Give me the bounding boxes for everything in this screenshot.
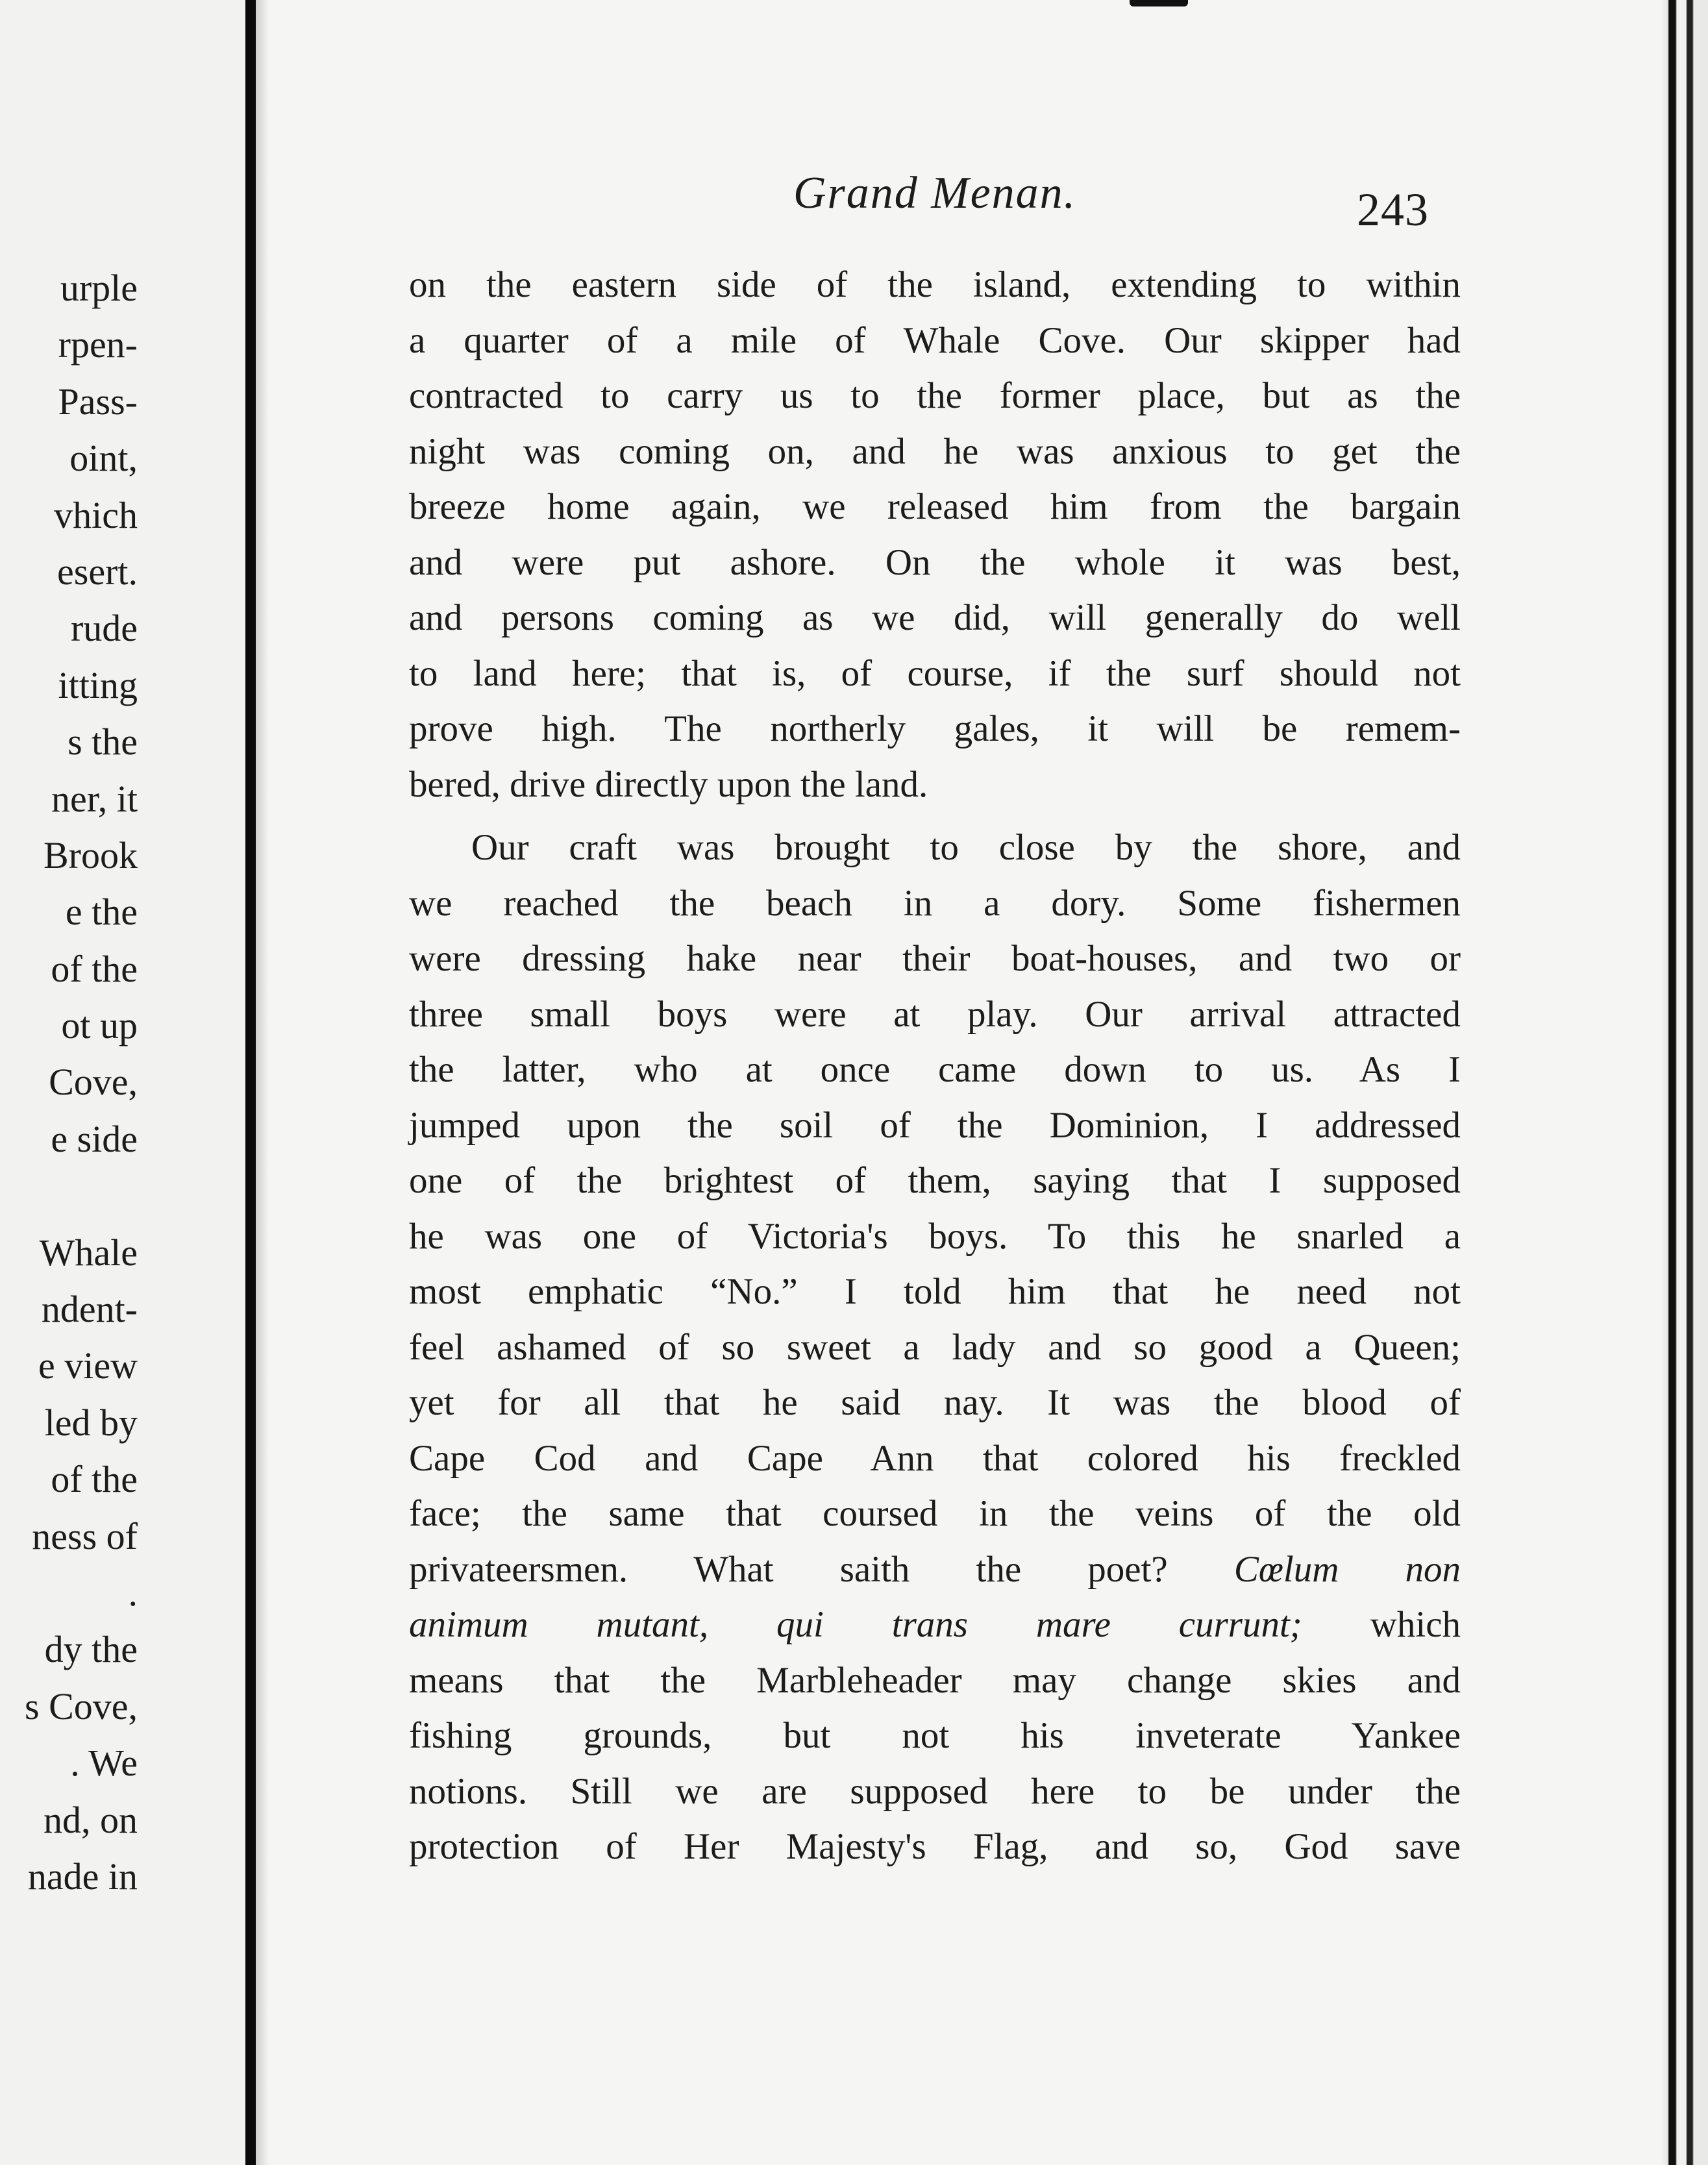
running-title: Grand Menan. bbox=[793, 168, 1077, 218]
left-page-fragment: ot up bbox=[61, 1004, 138, 1047]
left-page-fragment: Brook bbox=[43, 834, 138, 876]
latin-line-prefix: privateersmen. What saith the poet? bbox=[409, 1548, 1168, 1590]
left-page-fragment: itting bbox=[58, 663, 138, 706]
left-page-fragment: Pass- bbox=[58, 380, 138, 423]
left-page-fragment: . We bbox=[70, 1742, 138, 1785]
text-line: protection of Her Majesty's Flag, and so, God save bbox=[409, 1826, 1461, 1867]
text-line bbox=[409, 1597, 1461, 1653]
left-page-fragment: vhich bbox=[54, 493, 138, 536]
left-page-fragment: of the bbox=[51, 947, 138, 990]
left-page-text bbox=[25, 260, 138, 1905]
text-line: bered, drive directly upon the land. bbox=[409, 763, 928, 805]
left-page-fragment: rude bbox=[70, 607, 138, 650]
left-page-fragment: dy the bbox=[44, 1628, 138, 1671]
text-line: face; the same that coursed in the veins of the old bbox=[409, 1493, 1461, 1534]
latin-quote-part2: animum mutant, qui trans mare currunt; bbox=[409, 1604, 1302, 1645]
scan-mark bbox=[1130, 0, 1188, 6]
left-page-fragment: e the bbox=[65, 891, 138, 934]
text-line: Cape Cod and Cape Ann that colored his freckled bbox=[409, 1437, 1461, 1479]
latin-line-suffix: which bbox=[1370, 1604, 1461, 1645]
text-line: yet for all that he said nay. It was the blood of bbox=[409, 1382, 1461, 1423]
text-line: and persons coming as we did, will generally do well bbox=[409, 597, 1461, 638]
paragraph-1 bbox=[409, 257, 1461, 812]
book-gutter bbox=[245, 0, 256, 2165]
left-page-fragment: oint, bbox=[69, 437, 138, 480]
left-page-fragment: e side bbox=[51, 1117, 138, 1160]
text-line: to land here; that is, of course, if the surf should not bbox=[409, 652, 1461, 694]
left-page-fragment: nd, on bbox=[43, 1798, 138, 1841]
text-line: we reached the beach in a dory. Some fishermen bbox=[409, 882, 1461, 924]
left-page-fragment: urple bbox=[60, 267, 138, 309]
text-line: means that the Marbleheader may change skies and bbox=[409, 1659, 1461, 1701]
gutter-shadow bbox=[256, 0, 269, 2165]
text-line: on the eastern side of the island, extending to within bbox=[409, 264, 1461, 305]
text-line: fishing grounds, but not his inveterate Yankee bbox=[409, 1715, 1461, 1756]
text-line: night was coming on, and he was anxious to get the bbox=[409, 430, 1461, 472]
text-line: jumped upon the soil of the Dominion, I addressed bbox=[409, 1104, 1461, 1146]
left-page-fragment: ness of bbox=[32, 1515, 138, 1557]
text-line: breeze home again, we released him from the bargain bbox=[409, 486, 1461, 527]
text-line: three small boys were at play. Our arrival attracted bbox=[409, 993, 1461, 1035]
left-page-fragment bbox=[25, 1167, 138, 1224]
left-page-fragment: rpen- bbox=[58, 323, 138, 366]
left-page-fragment: Cove, bbox=[49, 1061, 138, 1104]
left-page-fragment: . bbox=[128, 1571, 138, 1614]
text-line: he was one of Victoria's boys. To this he snarled a bbox=[409, 1215, 1461, 1257]
left-page-fragment: s Cove, bbox=[25, 1685, 138, 1727]
page-edge bbox=[1661, 0, 1708, 2165]
left-page-fragment: Whale bbox=[39, 1231, 138, 1274]
left-page-fragment: s the bbox=[68, 721, 138, 763]
text-line: were dressing hake near their boat-houses, and two or bbox=[409, 938, 1461, 979]
text-line bbox=[409, 1542, 1461, 1598]
left-page-fragment: ndent- bbox=[41, 1288, 138, 1331]
left-page-fragment: esert. bbox=[57, 550, 138, 593]
text-line: prove high. The northerly gales, it will be remem- bbox=[409, 708, 1461, 749]
left-page-fragment: e view bbox=[38, 1344, 138, 1387]
text-line: feel ashamed of so sweet a lady and so good a Queen; bbox=[409, 1326, 1461, 1368]
text-line: one of the brightest of them, saying that I supposed bbox=[409, 1160, 1461, 1201]
left-page-fragment: led by bbox=[44, 1401, 138, 1444]
text-line: a quarter of a mile of Whale Cove. Our skipper had bbox=[409, 319, 1461, 361]
text-line: notions. Still we are supposed here to be under the bbox=[409, 1770, 1461, 1812]
left-page bbox=[0, 0, 248, 2165]
text-line: Our craft was brought to close by the shore, and bbox=[471, 827, 1461, 868]
latin-quote-part1: Cœlum non bbox=[1233, 1548, 1461, 1590]
paragraph-2 bbox=[409, 820, 1461, 1875]
body-text bbox=[409, 257, 1461, 1875]
left-page-fragment: nade in bbox=[27, 1855, 138, 1898]
text-line: and were put ashore. On the whole it was best, bbox=[409, 541, 1461, 583]
left-page-fragment: of the bbox=[51, 1458, 138, 1501]
page-number: 243 bbox=[1357, 184, 1429, 236]
left-page-fragment: ner, it bbox=[51, 777, 138, 820]
text-line: most emphatic “No.” I told him that he need not bbox=[409, 1271, 1461, 1312]
text-line: the latter, who at once came down to us. As I bbox=[409, 1049, 1461, 1090]
text-line: contracted to carry us to the former place, but as the bbox=[409, 375, 1461, 416]
